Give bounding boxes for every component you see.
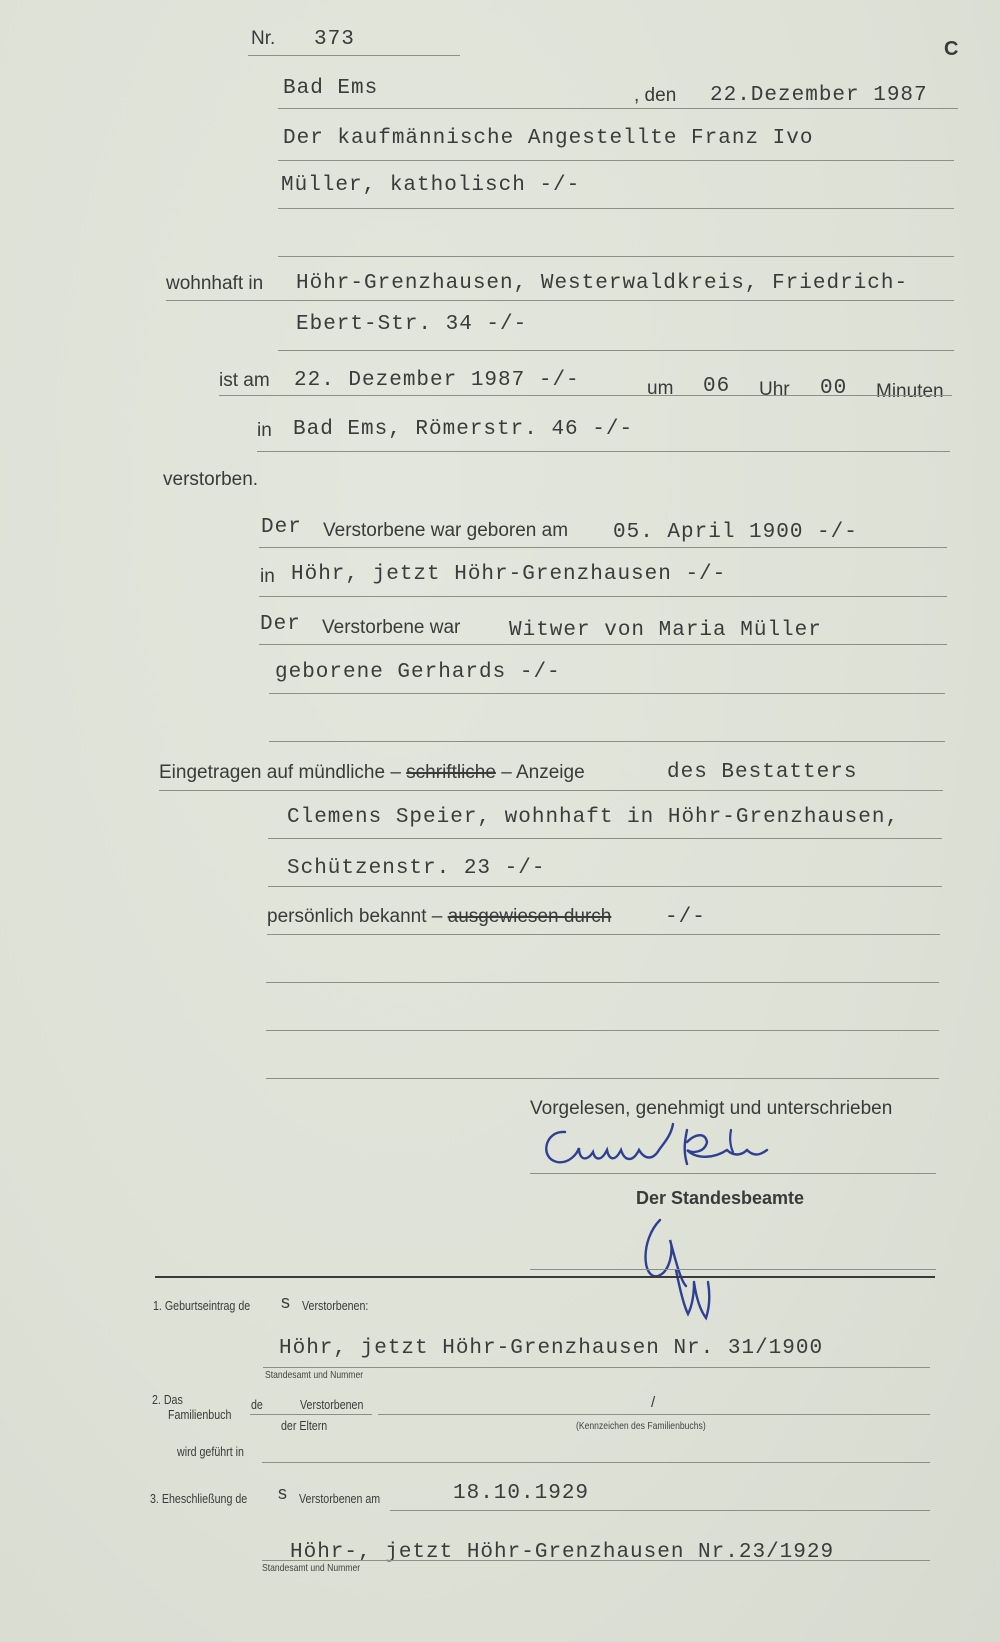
f2-opt-1: Verstorbenen <box>300 1397 364 1412</box>
line-f3 <box>390 1510 930 1511</box>
birth-place: Höhr, jetzt Höhr-Grenzhausen -/- <box>291 563 727 586</box>
f2-opt-2: der Eltern <box>281 1418 328 1433</box>
death-in-label: in <box>257 420 272 441</box>
known-label: persönlich bekannt – <box>267 906 443 927</box>
line-registration-3 <box>268 886 942 887</box>
f2-slash: / <box>651 1394 656 1411</box>
birth-in-label: in <box>260 566 275 587</box>
f3-value: Höhr-, jetzt Höhr-Grenzhausen Nr.23/1929 <box>290 1541 835 1564</box>
line-birth-1 <box>259 547 947 548</box>
line-f2 <box>378 1414 930 1415</box>
person-line-2: Müller, katholisch -/- <box>281 174 581 197</box>
line-registration-2 <box>268 838 942 839</box>
line-f3-b <box>262 1560 930 1561</box>
registration-prefix: Eingetragen auf mündliche – <box>159 762 401 783</box>
f2-caption: (Kennzeichen des Familienbuchs) <box>576 1420 706 1432</box>
line-f1 <box>263 1367 930 1368</box>
f3-caption: Standesamt und Nummer <box>262 1562 361 1574</box>
line-person-3 <box>278 256 954 257</box>
known-value: -/- <box>665 906 706 929</box>
line-known <box>267 934 940 935</box>
f2-label-b: Familienbuch <box>168 1407 232 1422</box>
residence-label: wohnhaft in <box>166 273 264 294</box>
f3-date: 18.10.1929 <box>453 1482 590 1505</box>
death-minutes: 00 <box>820 377 848 400</box>
registrar-signature <box>630 1210 720 1330</box>
nr-line <box>248 55 460 56</box>
f3-label-2: Verstorbenen am <box>299 1491 381 1506</box>
f1-caption: Standesamt und Nummer <box>265 1369 364 1381</box>
line-marital-3 <box>269 741 945 742</box>
corner-mark: C <box>944 38 959 60</box>
line-f2-split <box>250 1414 372 1415</box>
approval-text: Vorgelesen, genehmigt und unterschrieben <box>530 1098 893 1119</box>
death-hour: 06 <box>703 375 731 398</box>
f2-de: de <box>251 1397 263 1412</box>
known-struck: ausgewiesen durch <box>447 906 612 927</box>
f1-value: Höhr, jetzt Höhr-Grenzhausen Nr. 31/1900 <box>279 1337 824 1360</box>
f1-label: 1. Geburtseintrag de <box>153 1298 251 1313</box>
footer-separator <box>155 1276 935 1278</box>
f1-label-2: Verstorbenen: <box>302 1298 369 1313</box>
f2-label-a: 2. Das <box>152 1392 183 1407</box>
registration-line-1: des Bestatters <box>667 761 858 784</box>
line-date <box>278 108 958 109</box>
den-label: , den <box>634 85 677 106</box>
person-line-1: Der kaufmännische Angestellte Franz Ivo <box>283 127 814 150</box>
registration-line-2: Clemens Speier, wohnhaft in Höhr-Grenzhausen, <box>287 806 900 829</box>
line-residence-2 <box>278 350 954 351</box>
nr-label: Nr. <box>251 28 276 49</box>
line-blank-1 <box>266 982 939 983</box>
line-person-2 <box>278 208 954 209</box>
registration-label <box>159 762 585 784</box>
line-marital-2 <box>269 693 945 694</box>
f3-suffix: s <box>277 1485 289 1505</box>
line-blank-2 <box>266 1030 939 1031</box>
birth-der: Der <box>261 516 302 539</box>
registrar-label: Der Standesbeamte <box>636 1188 805 1208</box>
marital-line-2: geborene Gerhards -/- <box>275 661 561 684</box>
birth-label: Verstorbene war geboren am <box>323 520 569 541</box>
line-blank-3 <box>266 1078 939 1079</box>
line-registration-1 <box>159 790 943 791</box>
place: Bad Ems <box>283 77 379 100</box>
death-place: Bad Ems, Römerstr. 46 -/- <box>293 418 634 441</box>
residence-line-1: Höhr-Grenzhausen, Westerwaldkreis, Friedrich- <box>296 272 909 295</box>
um-label: um <box>647 378 674 399</box>
uhr-label: Uhr <box>759 379 790 400</box>
line-f2-c <box>262 1462 930 1463</box>
verstorben-label: verstorben. <box>163 469 259 490</box>
marital-der: Der <box>260 613 301 636</box>
registration-struck: schriftliche <box>406 762 496 783</box>
minuten-label: Minuten <box>876 381 944 402</box>
line-residence-1 <box>166 300 954 301</box>
nr-value: 373 <box>314 28 355 51</box>
line-registrar <box>530 1269 936 1270</box>
registration-suffix: – Anzeige <box>501 762 585 783</box>
line-signature <box>530 1173 936 1174</box>
line-marital-1 <box>259 644 947 645</box>
entry-date: 22.Dezember 1987 <box>710 84 928 107</box>
birth-date: 05. April 1900 -/- <box>613 521 858 544</box>
registration-line-3: Schützenstr. 23 -/- <box>287 857 546 880</box>
line-person-1 <box>278 160 954 161</box>
line-death-2 <box>257 451 950 452</box>
f2-label-c: wird geführt in <box>177 1444 244 1459</box>
f1-suffix: s <box>280 1294 292 1314</box>
residence-line-2: Ebert-Str. 34 -/- <box>296 313 528 336</box>
known-row <box>267 906 611 928</box>
marital-line-1: Witwer von Maria Müller <box>509 619 822 642</box>
line-death-1 <box>219 395 952 396</box>
death-date: 22. Dezember 1987 -/- <box>294 369 580 392</box>
f3-label: 3. Eheschließung de <box>150 1491 248 1506</box>
line-birth-2 <box>259 596 947 597</box>
marital-label: Verstorbene war <box>322 617 461 638</box>
informant-signature <box>535 1120 815 1180</box>
ist-am-label: ist am <box>219 370 270 391</box>
